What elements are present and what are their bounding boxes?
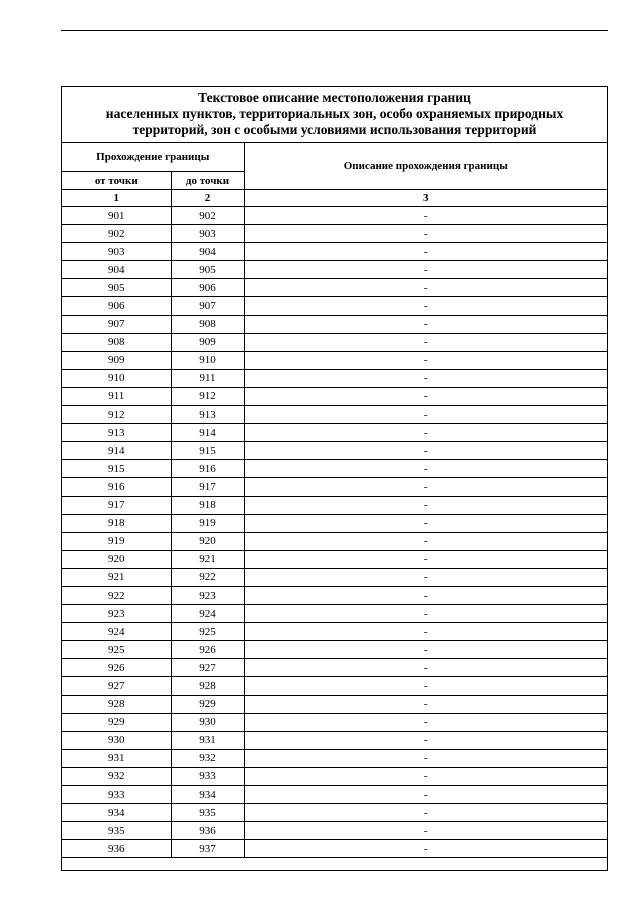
to-point-cell: 934	[171, 786, 244, 804]
form-title-line-2: населенных пунктов, территориальных зон, особо охраняемых природных	[105, 106, 564, 121]
from-point-cell: 904	[62, 261, 171, 279]
to-point-cell: 937	[171, 840, 244, 858]
from-point-cell: 928	[62, 695, 171, 713]
table-row	[62, 641, 607, 659]
table-row	[62, 514, 607, 532]
table-row	[62, 424, 607, 442]
description-cell: -	[244, 207, 607, 225]
to-point-cell: 915	[171, 442, 244, 460]
boundary-table	[62, 143, 607, 864]
table-row	[62, 460, 607, 478]
to-point-cell: 930	[171, 713, 244, 731]
filler-cell	[62, 858, 607, 865]
from-point-cell: 913	[62, 424, 171, 442]
table-row	[62, 586, 607, 604]
table-row	[62, 786, 607, 804]
table-row	[62, 695, 607, 713]
from-point-cell: 924	[62, 623, 171, 641]
header-to-point: до точки	[171, 172, 244, 190]
to-point-cell: 922	[171, 568, 244, 586]
to-point-cell: 917	[171, 478, 244, 496]
description-cell: -	[244, 749, 607, 767]
from-point-cell: 908	[62, 333, 171, 351]
to-point-cell: 909	[171, 333, 244, 351]
description-cell: -	[244, 532, 607, 550]
table-row	[62, 804, 607, 822]
description-cell: -	[244, 605, 607, 623]
to-point-cell: 924	[171, 605, 244, 623]
to-point-cell: 910	[171, 351, 244, 369]
table-filler-row	[62, 858, 607, 865]
from-point-cell: 916	[62, 478, 171, 496]
description-cell: -	[244, 623, 607, 641]
from-point-cell: 901	[62, 207, 171, 225]
table-row	[62, 297, 607, 315]
table-row	[62, 532, 607, 550]
description-cell: -	[244, 731, 607, 749]
from-point-cell: 915	[62, 460, 171, 478]
description-cell: -	[244, 713, 607, 731]
description-cell: -	[244, 767, 607, 785]
header-boundary-passage: Прохождение границы	[62, 143, 244, 172]
description-cell: -	[244, 261, 607, 279]
description-cell: -	[244, 279, 607, 297]
to-point-cell: 912	[171, 387, 244, 405]
description-cell: -	[244, 822, 607, 840]
from-point-cell: 936	[62, 840, 171, 858]
description-cell: -	[244, 695, 607, 713]
to-point-cell: 933	[171, 767, 244, 785]
to-point-cell: 926	[171, 641, 244, 659]
table-row	[62, 315, 607, 333]
table-row	[62, 387, 607, 405]
description-cell: -	[244, 550, 607, 568]
header-column-number-2: 2	[171, 190, 244, 207]
description-cell: -	[244, 243, 607, 261]
to-point-cell: 929	[171, 695, 244, 713]
to-point-cell: 921	[171, 550, 244, 568]
to-point-cell: 923	[171, 586, 244, 604]
description-cell: -	[244, 315, 607, 333]
from-point-cell: 907	[62, 315, 171, 333]
from-point-cell: 902	[62, 225, 171, 243]
table-body	[62, 207, 607, 865]
table-row	[62, 406, 607, 424]
from-point-cell: 929	[62, 713, 171, 731]
to-point-cell: 913	[171, 406, 244, 424]
table-row	[62, 261, 607, 279]
from-point-cell: 912	[62, 406, 171, 424]
form-title-line-1: Текстовое описание местоположения границ	[198, 90, 471, 105]
header-description: Описание прохождения границы	[244, 143, 607, 190]
from-point-cell: 910	[62, 369, 171, 387]
from-point-cell: 919	[62, 532, 171, 550]
to-point-cell: 936	[171, 822, 244, 840]
to-point-cell: 916	[171, 460, 244, 478]
to-point-cell: 932	[171, 749, 244, 767]
from-point-cell: 911	[62, 387, 171, 405]
from-point-cell: 922	[62, 586, 171, 604]
to-point-cell: 905	[171, 261, 244, 279]
description-cell: -	[244, 424, 607, 442]
description-cell: -	[244, 406, 607, 424]
description-cell: -	[244, 659, 607, 677]
to-point-cell: 927	[171, 659, 244, 677]
description-cell: -	[244, 460, 607, 478]
page-header-rule	[61, 30, 608, 31]
to-point-cell: 935	[171, 804, 244, 822]
description-cell: -	[244, 442, 607, 460]
table-row	[62, 840, 607, 858]
from-point-cell: 931	[62, 749, 171, 767]
table-row	[62, 243, 607, 261]
description-cell: -	[244, 351, 607, 369]
from-point-cell: 933	[62, 786, 171, 804]
form-title	[62, 87, 607, 143]
from-point-cell: 935	[62, 822, 171, 840]
description-cell: -	[244, 496, 607, 514]
table-row	[62, 767, 607, 785]
table-row	[62, 550, 607, 568]
to-point-cell: 918	[171, 496, 244, 514]
table-row	[62, 568, 607, 586]
from-point-cell: 921	[62, 568, 171, 586]
from-point-cell: 903	[62, 243, 171, 261]
to-point-cell: 908	[171, 315, 244, 333]
table-row	[62, 749, 607, 767]
header-from-point: от точки	[62, 172, 171, 190]
header-column-number-1: 1	[62, 190, 171, 207]
to-point-cell: 914	[171, 424, 244, 442]
description-cell: -	[244, 786, 607, 804]
from-point-cell: 923	[62, 605, 171, 623]
table-row	[62, 225, 607, 243]
description-cell: -	[244, 514, 607, 532]
description-cell: -	[244, 387, 607, 405]
from-point-cell: 934	[62, 804, 171, 822]
to-point-cell: 906	[171, 279, 244, 297]
table-row	[62, 605, 607, 623]
description-cell: -	[244, 586, 607, 604]
table-row	[62, 442, 607, 460]
from-point-cell: 909	[62, 351, 171, 369]
from-point-cell: 926	[62, 659, 171, 677]
to-point-cell: 902	[171, 207, 244, 225]
description-cell: -	[244, 804, 607, 822]
description-cell: -	[244, 641, 607, 659]
to-point-cell: 919	[171, 514, 244, 532]
description-cell: -	[244, 677, 607, 695]
from-point-cell: 917	[62, 496, 171, 514]
table-row	[62, 369, 607, 387]
to-point-cell: 925	[171, 623, 244, 641]
description-cell: -	[244, 568, 607, 586]
table-row	[62, 351, 607, 369]
description-cell: -	[244, 225, 607, 243]
table-row	[62, 279, 607, 297]
boundary-description-form	[61, 86, 608, 871]
from-point-cell: 932	[62, 767, 171, 785]
from-point-cell: 906	[62, 297, 171, 315]
to-point-cell: 907	[171, 297, 244, 315]
from-point-cell: 918	[62, 514, 171, 532]
table-row	[62, 207, 607, 225]
to-point-cell: 931	[171, 731, 244, 749]
table-row	[62, 731, 607, 749]
form-title-line-3: территорий, зон с особыми условиями использования территорий	[132, 122, 537, 137]
table-row	[62, 659, 607, 677]
table-row	[62, 677, 607, 695]
description-cell: -	[244, 333, 607, 351]
from-point-cell: 925	[62, 641, 171, 659]
from-point-cell: 930	[62, 731, 171, 749]
header-column-number-3: 3	[244, 190, 607, 207]
table-row	[62, 333, 607, 351]
description-cell: -	[244, 369, 607, 387]
from-point-cell: 920	[62, 550, 171, 568]
from-point-cell: 914	[62, 442, 171, 460]
table-row	[62, 496, 607, 514]
description-cell: -	[244, 840, 607, 858]
to-point-cell: 920	[171, 532, 244, 550]
to-point-cell: 928	[171, 677, 244, 695]
description-cell: -	[244, 478, 607, 496]
description-cell: -	[244, 297, 607, 315]
table-row	[62, 478, 607, 496]
to-point-cell: 911	[171, 369, 244, 387]
table-row	[62, 623, 607, 641]
to-point-cell: 903	[171, 225, 244, 243]
to-point-cell: 904	[171, 243, 244, 261]
from-point-cell: 927	[62, 677, 171, 695]
table-row	[62, 822, 607, 840]
table-row	[62, 713, 607, 731]
from-point-cell: 905	[62, 279, 171, 297]
